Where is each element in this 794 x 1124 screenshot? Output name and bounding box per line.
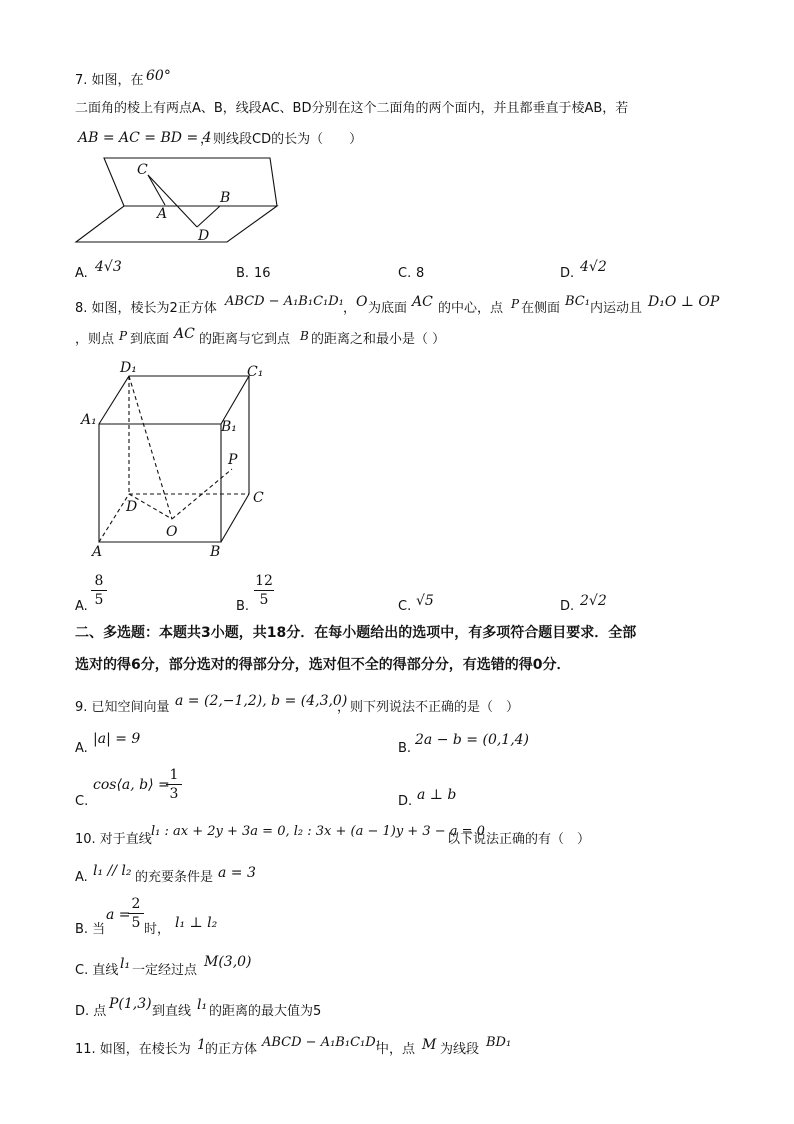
q7-option-d-letter: D.	[560, 266, 575, 281]
q7-line3-math: AB = AC = BD = 4	[78, 130, 212, 146]
q7-option-a-value: 4√3	[95, 259, 122, 275]
q8-label-d1: D₁	[120, 360, 137, 376]
q8-face-ac: AC	[412, 294, 433, 310]
q10-lines-math: l₁ : ax + 2y + 3a = 0, l₂ : 3x + (a − 1)y + 3 − a = 0	[151, 824, 485, 839]
q10-prefix: 10. 对于直线	[75, 832, 152, 847]
q9-option-c-math: cos⟨a, b⟩ =	[93, 777, 170, 793]
q8-label-o: O	[166, 524, 178, 540]
q7-line3-text: ，则线段CD的长为（ ）	[200, 132, 363, 147]
q7-label-d: D	[198, 228, 210, 244]
section-2-line2: 选对的得6分，部分选对的得部分分，选对但不全的得部分分，有选错的得0分．	[75, 657, 571, 673]
q8-line2-point-p: P	[119, 329, 128, 343]
q8-option-c-value: √5	[416, 593, 434, 609]
q10-option-a-math2: a = 3	[218, 865, 256, 881]
fraction-bar	[91, 590, 107, 591]
fraction-bar	[166, 784, 182, 785]
q8-option-a-denominator: 5	[94, 592, 104, 608]
fraction-bar	[128, 913, 144, 914]
q7-label-a: A	[157, 206, 168, 222]
q8-option-b-letter: B.	[236, 599, 250, 614]
q10-option-b-math2: l₁ ⊥ l₂	[175, 915, 218, 931]
q8-option-a-fraction	[91, 573, 107, 608]
q8-option-b-denominator: 5	[259, 592, 269, 608]
q7-dihedral-figure	[70, 155, 285, 247]
q11-text4: 为线段	[440, 1042, 480, 1057]
q10-option-d-text2: 的距离的最大值为5	[209, 1004, 322, 1019]
q8-cube-front-face	[99, 424, 221, 542]
q8-label-c1: C₁	[247, 364, 264, 380]
q9-option-a-letter: A.	[75, 741, 88, 756]
q8-edge-cb	[221, 494, 249, 542]
q9-option-c-fraction	[166, 767, 182, 802]
q8-perp-condition: D₁O ⊥ OP	[648, 294, 720, 310]
q11-cube-name: ABCD − A₁B₁C₁D₁	[262, 1035, 381, 1050]
q8-line2-point-b: B	[300, 329, 309, 343]
q9-option-c-letter: C.	[75, 794, 89, 809]
q8-line2-face-ac: AC	[174, 326, 195, 342]
q9-option-d-math: a ⊥ b	[417, 787, 457, 803]
q10-option-a-letter: A.	[75, 870, 88, 885]
q8-label-c: C	[253, 490, 264, 506]
q7-option-a-letter: A.	[75, 266, 88, 281]
q10-option-d-math1: P(1,3)	[109, 996, 152, 1012]
q10-option-b-letter: B. 当	[75, 922, 106, 937]
q8-line1-a: 8. 如图，棱长为2正方体	[75, 301, 217, 316]
q8-option-b-numerator: 12	[255, 573, 273, 589]
q7-option-b-letter: B.	[236, 266, 250, 281]
q7-lower-plane	[76, 206, 277, 242]
q8-line1-i: 在侧面	[521, 301, 561, 316]
q8-line2-e: 的距离与它到点	[199, 332, 291, 347]
q8-cube-name: ABCD − A₁B₁C₁D₁	[225, 294, 344, 309]
q11-point-m: M	[422, 1037, 437, 1053]
q7-segment-bd	[197, 206, 220, 227]
q9-prefix: 9. 已知空间向量	[75, 700, 170, 715]
q7-option-c-value: 8	[416, 266, 425, 281]
q7-line2: 二面角的棱上有两点A、B，线段AC、BD分别在这个二面角的两个面内，并且都垂直于棱AB，若	[75, 101, 629, 116]
q7-option-d-value: 4√2	[580, 259, 607, 275]
q10-option-d-text1: 到直线	[152, 1004, 192, 1019]
q10-option-d-letter: D. 点	[75, 1004, 107, 1019]
q9-option-d-letter: D.	[398, 794, 413, 809]
q8-option-c-letter: C.	[398, 599, 412, 614]
q7-upper-plane	[104, 158, 277, 206]
q7-segment-cd	[148, 175, 197, 227]
q8-option-a-numerator: 8	[94, 573, 104, 589]
q10-option-c-math2: M(3,0)	[204, 954, 252, 970]
q9-option-c-denominator: 3	[169, 786, 179, 802]
q8-option-a-letter: A.	[75, 599, 88, 614]
section-2-line1: 二、多选题：本题共3小题，共18分．在每小题给出的选项中，有多项符合题目要求．全部	[75, 625, 637, 641]
q8-label-p: P	[228, 452, 238, 468]
q10-option-a-text: 的充要条件是	[135, 870, 214, 885]
q10-option-b-numerator: 2	[131, 896, 141, 912]
q10-option-c-letter: C. 直线	[75, 963, 119, 978]
fraction-bar	[254, 590, 274, 591]
q10-option-a-math1: l₁ // l₂	[93, 863, 132, 879]
q8-line2-g: 的距离之和最小是（ ）	[311, 332, 446, 347]
q8-cube-figure	[75, 358, 275, 563]
q10-option-b-math1: a =	[106, 907, 131, 923]
q7-line1-prefix: 7. 如图，在	[75, 73, 144, 88]
q8-option-d-letter: D.	[560, 599, 575, 614]
q10-option-c-text: 一定经过点	[132, 963, 198, 978]
q8-line1-e: 为底面	[368, 301, 408, 316]
q11-prefix: 11. 如图，在棱长为	[75, 1042, 191, 1057]
q8-face-bc1: BC₁	[565, 294, 590, 309]
q8-label-a: A	[92, 544, 103, 560]
q8-option-b-fraction	[254, 573, 274, 608]
q9-option-c-numerator: 1	[169, 767, 179, 783]
q10-option-b-text: 时，	[144, 922, 171, 937]
q9-option-b-letter: B.	[398, 741, 412, 756]
q8-line2-a: ，则点	[75, 332, 115, 347]
q8-label-b1: B₁	[221, 419, 237, 435]
q7-label-b: B	[220, 190, 231, 206]
q10-suffix: 以下说法正确的有（ ）	[447, 832, 591, 847]
q11-segment-bd1: BD₁	[486, 1035, 512, 1050]
q11-text3: 中，点	[376, 1042, 416, 1057]
q9-option-b-math: 2a − b = (0,1,4)	[415, 732, 530, 748]
q8-line1-k: 内运动且	[590, 301, 643, 316]
q8-line1-c: ，	[343, 301, 357, 316]
q7-option-b-value: 16	[254, 266, 271, 281]
q8-option-d-value: 2√2	[580, 593, 607, 609]
q9-option-a-math: |a| = 9	[93, 731, 141, 747]
q11-text2: 的正方体	[205, 1042, 258, 1057]
q10-option-b-denominator: 5	[131, 915, 141, 931]
q11-math1: 1	[197, 1037, 206, 1053]
q10-option-b-fraction	[128, 896, 144, 931]
q8-point-p: P	[511, 297, 520, 311]
q8-label-a1: A₁	[81, 412, 97, 428]
q7-option-c-letter: C.	[398, 266, 412, 281]
q8-label-d: D	[126, 499, 138, 515]
q9-suffix: ，则下列说法不正确的是（ ）	[337, 700, 520, 715]
q10-option-d-math2: l₁	[197, 997, 208, 1013]
q7-angle-math: 60°	[146, 68, 171, 84]
q7-label-c: C	[137, 162, 148, 178]
q10-option-c-math1: l₁	[120, 956, 131, 972]
q8-label-b: B	[210, 544, 221, 560]
q8-line1-g: 的中心，点	[438, 301, 504, 316]
q8-point-o: O	[356, 294, 368, 310]
q8-line2-c: 到底面	[130, 332, 170, 347]
q8-cube-top-edges	[99, 376, 249, 424]
q9-vectors: a = (2,−1,2), b = (4,3,0)	[175, 693, 348, 709]
q8-hidden-edge-ad	[99, 494, 129, 542]
